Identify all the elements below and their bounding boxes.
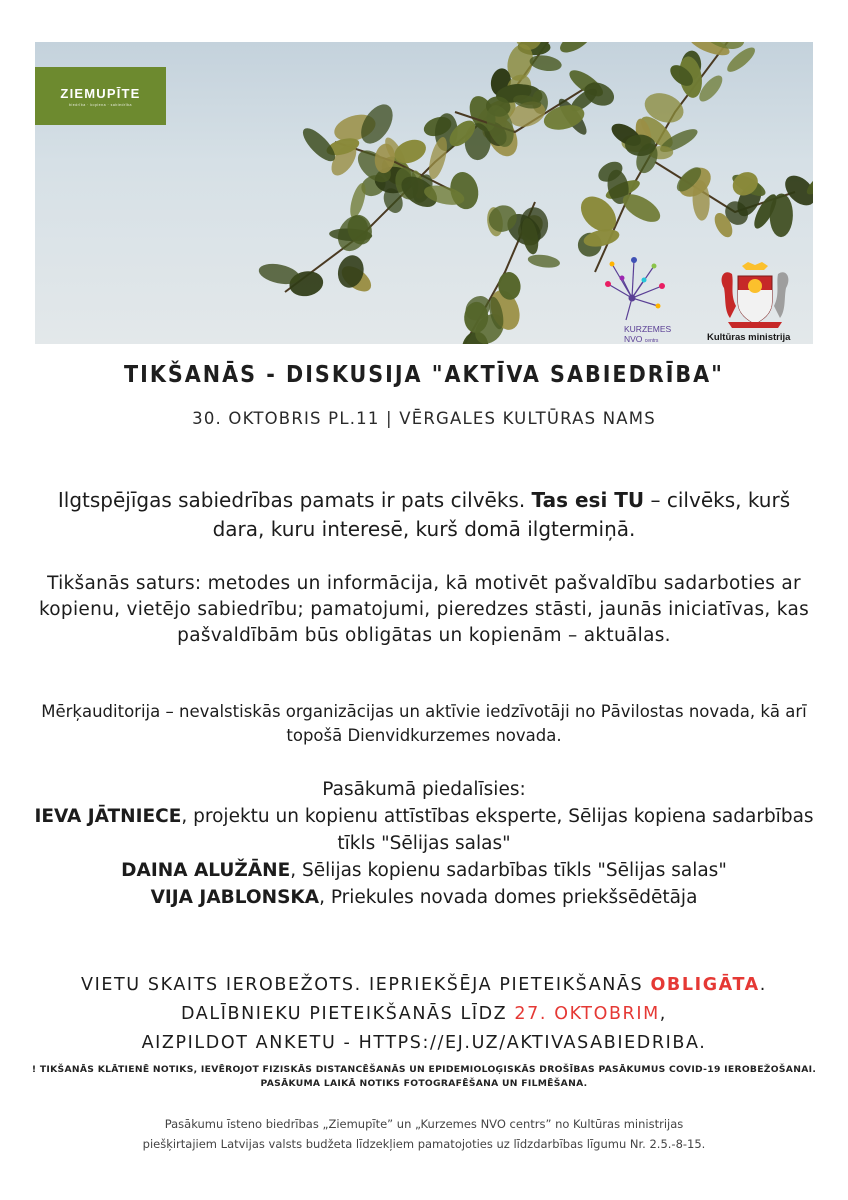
kurzemes-nvo-logo bbox=[600, 254, 700, 344]
ministry-label: Kultūras ministrija bbox=[707, 332, 791, 343]
participants-heading: Pasākumā piedalīsies: bbox=[322, 779, 526, 800]
registration-info: VIETU SKAITS IEROBEŽOTS. IEPRIEKŠĒJA PIETEIKŠANĀS OBLIGĀTA. DALĪBNIEKU PIETEIKŠANĀS LĪDZ 27. OKTOBRIM, AIZPILDOT ANKETU - HTTPS://EJ.UZ/AKTIVASABIEDRIBA. bbox=[30, 971, 818, 1058]
funding-footer: Pasākumu īsteno biedrības „Ziemupīte” un „Kurzemes NVO centrs” no Kultūras ministrijas piešķirtajiem Latvijas valsts budžeta līdzekļiem pamatojoties uz līdzdarbības līgumu Nr. 2.5.-8-15. bbox=[142, 1117, 706, 1151]
kulturas-ministrija-logo bbox=[700, 258, 810, 344]
intro-emphasis: Tas esi TU bbox=[531, 488, 645, 512]
leaf-shape bbox=[557, 42, 595, 57]
hero-image bbox=[35, 42, 813, 344]
participants-section bbox=[30, 776, 818, 911]
page-title: TIKŠANĀS - DISKUSIJA "AKTĪVA SABIEDRĪBA" bbox=[124, 362, 724, 388]
deadline-highlight: 27. OKTOBRIM bbox=[514, 1004, 660, 1024]
ziemupite-logo bbox=[35, 67, 166, 125]
registration-link[interactable]: AIZPILDOT ANKETU - HTTPS://EJ.UZ/AKTIVASABIEDRIBA. bbox=[141, 1033, 707, 1053]
dandelion-icon bbox=[600, 254, 670, 324]
participant-item: DAINA ALUŽĀNE, Sēlijas kopienu sadarbības tīkls "Sēlijas salas" bbox=[121, 860, 727, 881]
leaf-shape bbox=[528, 53, 562, 73]
audience-paragraph: Mērķauditorija – nevalstiskās organizācijas un aktīvie iedzīvotāji no Pāvilostas novada, kā arī topošā Dienvidkurzemes novada. bbox=[41, 702, 807, 745]
brand-tagline: biedrība · kopiena · sabiedrība bbox=[69, 102, 132, 107]
event-date-location: 30. OKTOBRIS PL.11 | VĒRGALES KULTŪRAS NAMS bbox=[192, 409, 656, 428]
nvo-label: KURZEMES NVO centrs bbox=[624, 324, 672, 344]
participant-item: IEVA JĀTNIECE, projektu un kopienu attīstības eksperte, Sēlijas kopiena sadarbības tīkls "Sēlijas salas" bbox=[34, 806, 814, 854]
mandatory-highlight: OBLIGĀTA bbox=[650, 975, 760, 995]
participant-item: VIJA JABLONSKA, Priekules novada domes priekšsēdētāja bbox=[150, 887, 698, 908]
content-paragraph: Tikšanās saturs: metodes un informācija, kā motivēt pašvaldību sadarboties ar kopienu, vietējo sabiedrību; pamatojumi, pieredzes stāsti, jaunās iniciatīvas, kas pašvaldībām būs obligātas un kopienām – aktuālas. bbox=[38, 573, 810, 646]
leaf-shape bbox=[527, 253, 561, 270]
coat-of-arms-icon bbox=[714, 258, 796, 330]
covid-notice: ! TIKŠANĀS KLĀTIENĒ NOTIKS, IEVĒROJOT FIZISKĀS DISTANCĒŠANĀS UN EPIDEMIOLOĢISKĀS DROŠĪBAS PASĀKUMUS COVID-19 IEROBEŽOŠANAI. PASĀKUMA LAIKĀ NOTIKS FOTOGRAFĒŠANA UN FILMĒŠANA. bbox=[31, 1064, 817, 1089]
brand-name: ZIEMUPĪTE bbox=[60, 85, 141, 101]
intro-paragraph: Ilgtspējīgas sabiedrības pamats ir pats cilvēks. Tas esi TU – cilvēks, kurš dara, kuru interesē, kurš domā ilgtermiņā. bbox=[57, 488, 791, 541]
